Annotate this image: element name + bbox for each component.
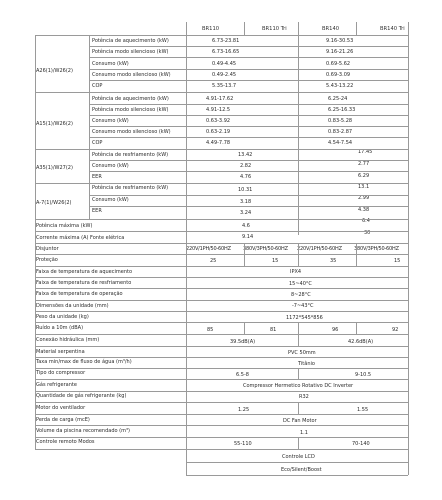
rule [35,379,408,380]
value-br110: 2.82 [240,163,252,169]
row-label: Potência de aquecimento (kW) [92,38,169,44]
label-water-flow: Taxa min/max de fluxo de água (m³/h) [36,359,132,365]
rule [35,311,408,312]
value-br140: 5.43-13.22 [326,83,354,89]
value-operation-range: 8~28°C [291,292,311,298]
group-label-a15-w26: A15(1)/W26(2) [36,121,73,127]
rule [89,171,408,172]
value-br110: 10.31 [238,187,253,193]
row-label: Potência modo silencioso (kW) [92,49,169,55]
col-header-br140: BR140 [322,26,340,32]
row-label: Potência de resfriamento (kW) [92,152,169,158]
label-refrigerant-qty: Quantidade de gás refrigerante (kg) [36,393,127,399]
value-br140: 96 [332,327,339,333]
rule [244,22,245,35]
value-br140: 4.54-7.54 [328,140,353,146]
row-label: Consumo modo silencioso (kW) [92,129,171,135]
rule [298,437,299,449]
value-br140: 9.16-21.26 [326,49,354,55]
value-br110: 0.49-4.45 [212,61,237,67]
value-br140: 0.83-2.87 [328,129,353,135]
value-br140: 42.6dB(A) [348,339,374,345]
value-refrigerant-qty: R32 [299,394,309,400]
value-br140: 0.83-5.28 [328,118,353,124]
value-br110: 0.63-2.19 [206,129,231,135]
value-br110: 55-110 [234,441,252,447]
value-br140: 6.4 [362,218,370,224]
value-water-flow: Titânio [298,361,315,367]
value-br140: 0.69-3.09 [326,72,351,78]
value-br140: 6.25-16.33 [328,107,356,113]
rule [35,300,408,301]
value-br110: 3.18 [240,199,252,205]
rule [244,322,245,334]
value-coil: PVC 50mm [288,350,316,356]
value-dimensions: -7~43°C [292,303,314,309]
rule [35,368,408,369]
value-cooling-range: 15~40°C [289,281,312,287]
rule [35,322,408,323]
rule [35,183,408,184]
rule [35,35,36,449]
value-br140: 17.45 [358,149,373,155]
value-br140: 1.55 [357,407,369,413]
value-br110: 85 [207,327,214,333]
label-cooling-range: Faixa de temperatura de resfriamento [36,280,132,286]
group-label-a7-w26: A-7(1)/W26(2) [36,200,72,206]
col-header-br110-tri: BR110 Tri [262,26,287,32]
rule [35,35,408,36]
value-br110: 0.63-3.92 [206,118,231,124]
rule [89,195,408,196]
label-refrigerant: Gás refrigerante [36,382,77,388]
label-dimensions: Dimensões da unidade (mm) [36,303,109,309]
group-label-a35-w27: A35(1)/W27(2) [36,165,73,171]
value-br110: 1.25 [238,407,250,413]
value-br140: 6.25-24 [328,96,348,102]
row-label: Consumo (kW) [92,61,129,67]
value-br110: 13.42 [238,152,253,158]
value-br140: 220V/1PH/50-60HZ [297,246,342,252]
value-br110: 4.91-12.5 [206,107,231,113]
rule [35,92,408,93]
value-br110: 4.6 [242,223,250,229]
row-label: Consumo (kW) [92,118,129,124]
value-pressure-drop: DC Fan Motor [283,418,317,424]
rule [356,22,357,35]
row-label: Potência modo silencioso (kW) [92,107,169,113]
rule [35,402,408,403]
value-br110-tri: 81 [270,327,277,333]
row-label: Potência de resfriamento (kW) [92,185,169,191]
rule [89,69,408,70]
rule [186,475,408,476]
rule [89,80,408,81]
rule [298,368,299,379]
value-br140: 6.29 [358,173,370,179]
value-br110: 4.49-7.78 [206,140,231,146]
rule [35,391,408,392]
rule [356,322,357,334]
value-br110: 4.76 [240,174,252,180]
rule [35,288,408,289]
rule [186,462,408,463]
rule [35,219,408,220]
value-br140: 2.99 [358,195,370,201]
value-modes: Eco/Silent/Boost [281,467,322,473]
rule [89,115,408,116]
rule [298,22,299,235]
value-br110: 39.5dB(A) [230,339,256,345]
value-refrigerant: Compressor Hermetico Rotativo DC Inverter [243,383,354,389]
col-header-br140-tri: BR140 Tri [380,26,405,32]
rule [298,402,299,414]
row-label: EER [92,174,102,180]
rule [35,277,408,278]
rule [35,149,408,150]
value-br110-tri: 15 [272,258,279,264]
value-br140: 9.16-30.53 [326,38,354,44]
rule [35,425,408,426]
label-heating-range: Faixa de temperatura de aquecimento [36,269,133,275]
value-br140-tri: 15 [394,258,401,264]
rule [35,243,408,244]
value-buffer-volume: 1.1 [300,430,308,436]
value-br110: 6.73-23.81 [212,38,240,44]
label-protection: Proteção [36,257,58,263]
rule [35,357,408,358]
rule [298,243,299,266]
value-br140: 35 [330,258,337,264]
rule [186,22,187,475]
row-label: COP [92,140,103,146]
label-weight: Peso da unidade (kg) [36,314,89,320]
row-label: Consumo modo silencioso (kW) [92,72,171,78]
rule [89,137,408,138]
label-operation-range: Faixa de temperatura de operação [36,291,123,297]
value-br140: 2.77 [358,161,370,167]
value-br110: 25 [210,258,217,264]
value-br110: 9.14 [242,234,254,240]
row-label: Potência de aquecimento (kW) [92,96,169,102]
label-remote-modes: Controle remoto Modos [36,439,95,445]
row-label: COP [92,83,103,89]
value-br110: 6.5-8 [236,372,249,378]
value-br110: 4.91-17.62 [206,96,234,102]
rule [244,243,245,266]
value-weight: 1172*545*856 [286,315,323,321]
value-br140: 9-10.5 [355,372,372,378]
group-label-a26-w26: A26(1)/W26(2) [36,68,73,74]
rule [35,346,408,347]
rule [298,322,299,346]
label-pressure-drop: Perda de carga (mcE) [36,417,90,423]
value-br140: 70-140 [352,441,370,447]
value-br110: 5.35-13.7 [212,83,237,89]
rule [89,104,408,105]
row-label: Consumo (kW) [92,163,129,169]
rule [89,35,90,219]
row-label: Consumo (kW) [92,197,129,203]
rule [89,160,408,161]
label-fan-motor: Motor do ventilador [36,405,86,411]
rule [35,266,408,267]
rule [35,449,408,450]
rule [35,437,408,438]
label-coil: Material serpentina [36,349,85,355]
label-breaker: Disjuntor [36,246,59,252]
rule [408,22,409,475]
label-compressor-type: Tipo do compressor [36,370,86,376]
rule [35,334,408,335]
label-max-current: Corrente máxima (A) Fonte elétrica [36,235,125,241]
label-noise: Ruído a 10m (dBA) [36,325,84,331]
value-controller: Controle LCD [282,454,315,460]
value-br110: 3.24 [240,210,252,216]
col-header-br110: BR110 [202,26,220,32]
label-hydraulic: Conexão hidráulica (mm) [36,337,100,343]
rule [89,46,408,47]
label-max-power: Potência máxima (kW) [36,223,93,229]
value-br110: 220V/1PH/50-60HZ [186,246,231,252]
rule [35,254,408,255]
rule [89,126,408,127]
value-ip: IPX4 [290,269,302,275]
value-br110: 6.73-16.65 [212,49,240,55]
value-br140-tri: 380V/3PH/50-60HZ [354,246,399,252]
rule [89,206,408,207]
row-label: EER [92,208,102,214]
value-br140-tri: 92 [392,327,399,333]
value-br140: 0.69-5.62 [326,61,351,67]
value-br140: 30 [364,230,371,236]
value-br110: 0.49-2.45 [212,72,237,78]
rule [356,243,357,266]
value-br110-tri: 380V/3PH/50-60HZ [243,246,288,252]
label-buffer-volume: Volume da piscina recomendado (m³) [36,428,130,434]
rule [89,57,408,58]
value-br140: 13.1 [358,184,370,190]
rule [35,414,408,415]
rule [35,231,408,232]
value-br140: 4.38 [358,207,370,213]
